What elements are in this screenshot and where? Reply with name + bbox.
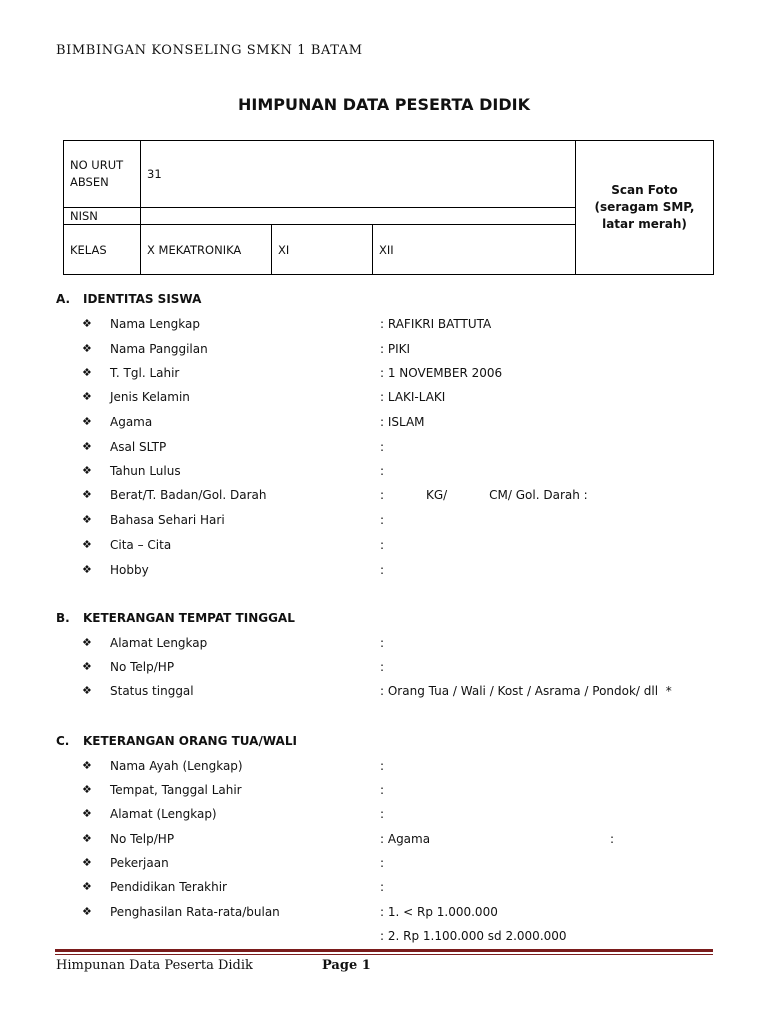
field-label: No Telp/HP — [110, 832, 175, 846]
bullet-icon: ❖ — [82, 513, 92, 526]
footer-document-name: Himpunan Data Peserta Didik — [56, 958, 253, 973]
field-label: Pekerjaan — [110, 856, 169, 870]
field-value: : RAFIKRI BATTUTA — [380, 317, 492, 331]
field-label: Asal SLTP — [110, 440, 167, 454]
field-value: : — [380, 538, 385, 552]
field-value: : — [380, 464, 385, 478]
field-row — [82, 929, 722, 947]
section-title-text: KETERANGAN TEMPAT TINGGAL — [83, 611, 295, 625]
footer-page-number: Page 1 — [322, 958, 371, 973]
field-row — [82, 880, 722, 898]
nisn-value-cell — [141, 208, 576, 225]
bullet-icon: ❖ — [82, 856, 92, 869]
footer-divider-thin — [55, 954, 713, 955]
field-label: Nama Panggilan — [110, 342, 208, 356]
kelas-xi-cell — [272, 225, 373, 275]
field-value: : — [380, 563, 385, 577]
section-title-text: KETERANGAN ORANG TUA/WALI — [83, 734, 297, 748]
section-b-title — [56, 611, 295, 625]
field-value: : 2. Rp 1.100.000 sd 2.000.000 — [380, 929, 567, 943]
field-row — [82, 513, 722, 531]
field-value: : LAKI-LAKI — [380, 390, 446, 404]
kelas-label: KELAS — [70, 242, 107, 257]
kelas-xi: XI — [278, 242, 290, 257]
field-row — [82, 342, 722, 360]
field-value: : — [380, 636, 385, 650]
field-label: Agama — [110, 415, 153, 429]
bullet-icon: ❖ — [82, 415, 92, 428]
field-row — [82, 832, 722, 850]
field-row — [82, 807, 722, 825]
bullet-icon: ❖ — [82, 832, 92, 845]
bullet-icon: ❖ — [82, 342, 92, 355]
no-urut-value-cell — [141, 141, 576, 208]
field-value: : — [380, 807, 385, 821]
field-value: : — [380, 759, 385, 773]
field-row — [82, 538, 722, 556]
field-label: Cita – Cita — [110, 538, 172, 552]
field-row — [82, 415, 722, 433]
field-value: : 1 NOVEMBER 2006 — [380, 366, 503, 380]
kelas-label-cell — [64, 225, 141, 275]
bullet-icon: ❖ — [82, 366, 92, 379]
section-letter: C. — [56, 734, 70, 748]
bullet-icon: ❖ — [82, 488, 92, 501]
section-a-title — [56, 292, 201, 306]
field-row — [82, 488, 722, 506]
bullet-icon: ❖ — [82, 563, 92, 576]
bullet-icon: ❖ — [82, 317, 92, 330]
field-label: Penghasilan Rata-rata/bulan — [110, 905, 280, 919]
field-value: : — [380, 880, 385, 894]
bullet-icon: ❖ — [82, 660, 92, 673]
field-value: : Agama — [380, 832, 431, 846]
kelas-x-cell — [141, 225, 272, 275]
bullet-icon: ❖ — [82, 759, 92, 772]
field-label: No Telp/HP — [110, 660, 175, 674]
field-value: : — [380, 660, 385, 674]
no-urut-value: 31 — [147, 167, 162, 181]
bullet-icon: ❖ — [82, 905, 92, 918]
field-label: Jenis Kelamin — [110, 390, 190, 404]
field-row — [82, 366, 722, 384]
field-row — [82, 317, 722, 335]
field-row — [82, 464, 722, 482]
kelas-xii: XII — [379, 242, 394, 257]
field-extra-value: : — [610, 832, 615, 846]
field-value: : — [380, 783, 385, 797]
nisn-label-cell — [64, 208, 141, 225]
field-row — [82, 390, 722, 408]
field-label: Alamat (Lengkap) — [110, 807, 217, 821]
bullet-icon: ❖ — [82, 636, 92, 649]
bullet-icon: ❖ — [82, 880, 92, 893]
bullet-icon: ❖ — [82, 684, 92, 697]
field-row — [82, 783, 722, 801]
field-label: Berat/T. Badan/Gol. Darah — [110, 488, 267, 502]
section-title-text: IDENTITAS SISWA — [83, 292, 202, 306]
photo-cell — [576, 141, 714, 275]
document-title: HIMPUNAN DATA PESERTA DIDIK — [238, 95, 530, 114]
field-label: Nama Ayah (Lengkap) — [110, 759, 243, 773]
footer-divider — [55, 949, 713, 952]
field-label: Alamat Lengkap — [110, 636, 208, 650]
field-row — [82, 660, 722, 678]
field-row — [82, 759, 722, 777]
section-letter: B. — [56, 611, 70, 625]
field-value: : Orang Tua / Wali / Kost / Asrama / Pondok/ dll * — [380, 684, 672, 698]
field-label: Bahasa Sehari Hari — [110, 513, 225, 527]
bullet-icon: ❖ — [82, 440, 92, 453]
bullet-icon: ❖ — [82, 538, 92, 551]
field-label: Tahun Lulus — [110, 464, 181, 478]
field-label: Nama Lengkap — [110, 317, 200, 331]
no-urut-label-cell — [64, 141, 141, 208]
field-row — [82, 636, 722, 654]
field-label: Hobby — [110, 563, 149, 577]
bullet-icon: ❖ — [82, 783, 92, 796]
no-urut-label: NO URUT ABSEN — [70, 158, 124, 189]
field-value: : PIKI — [380, 342, 411, 356]
field-label: T. Tgl. Lahir — [110, 366, 180, 380]
field-row — [82, 856, 722, 874]
field-row — [82, 684, 722, 702]
photo-note: Scan Foto (seragam SMP, latar merah) — [594, 183, 695, 231]
section-letter: A. — [56, 292, 71, 306]
student-info-table — [63, 140, 714, 275]
bullet-icon: ❖ — [82, 390, 92, 403]
field-value: : — [380, 513, 385, 527]
field-row — [82, 440, 722, 458]
field-value: : KG/ CM/ Gol. Darah : — [380, 488, 588, 502]
field-value: : — [380, 856, 385, 870]
nisn-label: NISN — [70, 209, 98, 223]
field-label: Status tinggal — [110, 684, 194, 698]
field-value: : 1. < Rp 1.000.000 — [380, 905, 498, 919]
kelas-x: X MEKATRONIKA — [147, 242, 242, 257]
field-row — [82, 563, 722, 581]
section-c-title — [56, 734, 297, 748]
field-row — [82, 905, 722, 923]
bullet-icon: ❖ — [82, 464, 92, 477]
bullet-icon: ❖ — [82, 807, 92, 820]
field-value: : — [380, 440, 385, 454]
field-label: Tempat, Tanggal Lahir — [110, 783, 242, 797]
field-label: Pendidikan Terakhir — [110, 880, 227, 894]
kelas-xii-cell — [373, 225, 576, 275]
page-header: BIMBINGAN KONSELING SMKN 1 BATAM — [56, 43, 363, 58]
field-value: : ISLAM — [380, 415, 425, 429]
